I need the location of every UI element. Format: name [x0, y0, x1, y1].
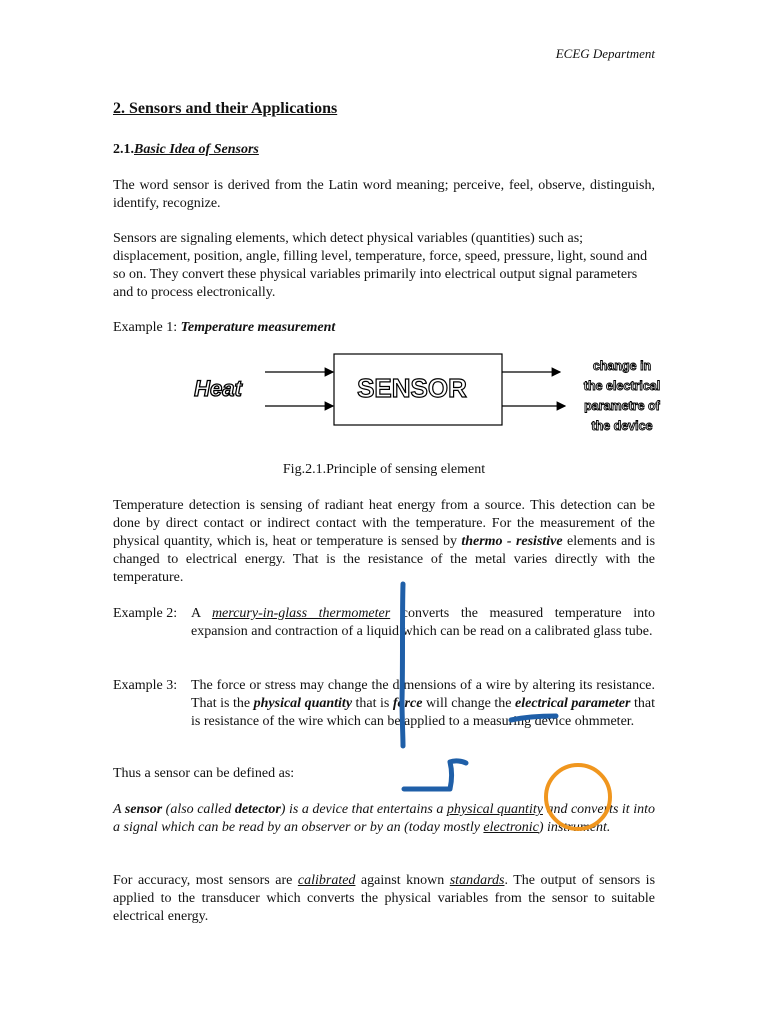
svg-text:the electrical: the electrical	[583, 379, 661, 393]
electronic-link[interactable]: electronic	[483, 820, 539, 835]
pen-stroke-s	[404, 761, 466, 789]
paragraph-origin: The word sensor is derived from the Latin word meaning; perceive, feel, observe, distinguish, identify, recognize.	[113, 178, 655, 211]
department-header: ECEG Department	[555, 46, 655, 61]
paragraph-definition: Sensors are signaling elements, which detect physical variables (quantities) such as; displacement, position, angle, filling level, temperature, force, speed, pressure, light, sound and so on. They convert these physical variables primarily into electrical output signal parameters and to process electronically.	[113, 231, 648, 300]
subsection-title: 2.1.Basic Idea of Sensors	[113, 142, 259, 157]
physical-quantity-link[interactable]: physical quantity	[446, 802, 543, 817]
calibrated-link[interactable]: calibrated	[297, 873, 356, 888]
pen-stroke-underline	[511, 716, 556, 720]
section-title: 2. Sensors and their Applications	[113, 100, 338, 117]
standards-link[interactable]: standards	[449, 873, 505, 888]
heat-label: Heat	[194, 376, 242, 401]
pen-stroke-vertical	[402, 584, 403, 746]
svg-text:change in: change in	[592, 359, 652, 373]
paragraph-temperature: Temperature detection is sensing of radiant heat energy from a source. This detection can be done by direct contact or indirect contact with the temperature. For the measurement of the physical quantity, which is, heat or temperature is sensed by thermo - resistive elements and is changed to electrical energy. That is the resistance of the metal varies directly with the temperature.	[113, 498, 656, 585]
highlight-circle	[546, 765, 610, 829]
svg-text:parametre of: parametre of	[584, 399, 660, 413]
accuracy-paragraph: For accuracy, most sensors are calibrated against known standards. The output of sensors is applied to the transducer which converts the physical variables from the sensor to suitable electrical energy.	[113, 873, 656, 924]
figure-caption: Fig.2.1.Principle of sensing element	[282, 462, 486, 477]
definition-paragraph: A sensor (also called detector) is a device that entertains a physical quantity and converts it into a signal which can be read by an observer or by an (today mostly electronic) instrument.	[113, 802, 655, 835]
example3: Example 3: The force or stress may change the dimensions of a wire by altering its resistance. That is the physical quantity that is force will change the electrical parameter that is resistance of the wire which can be applied to a measuring device ohmmeter.	[113, 678, 655, 729]
sensor-box-label: SENSOR	[357, 373, 467, 403]
svg-text:the device: the device	[591, 419, 653, 433]
example1-heading: Example 1: Temperature measurement	[113, 320, 336, 335]
definition-intro: Thus a sensor can be defined as:	[113, 766, 295, 781]
thermometer-link[interactable]: mercury-in-glass thermometer	[211, 606, 391, 621]
example2: Example 2: A mercury-in-glass thermometer converts the measured temperature into expansion and contraction of a liquid which can be read on a calibrated glass tube.	[113, 606, 655, 639]
